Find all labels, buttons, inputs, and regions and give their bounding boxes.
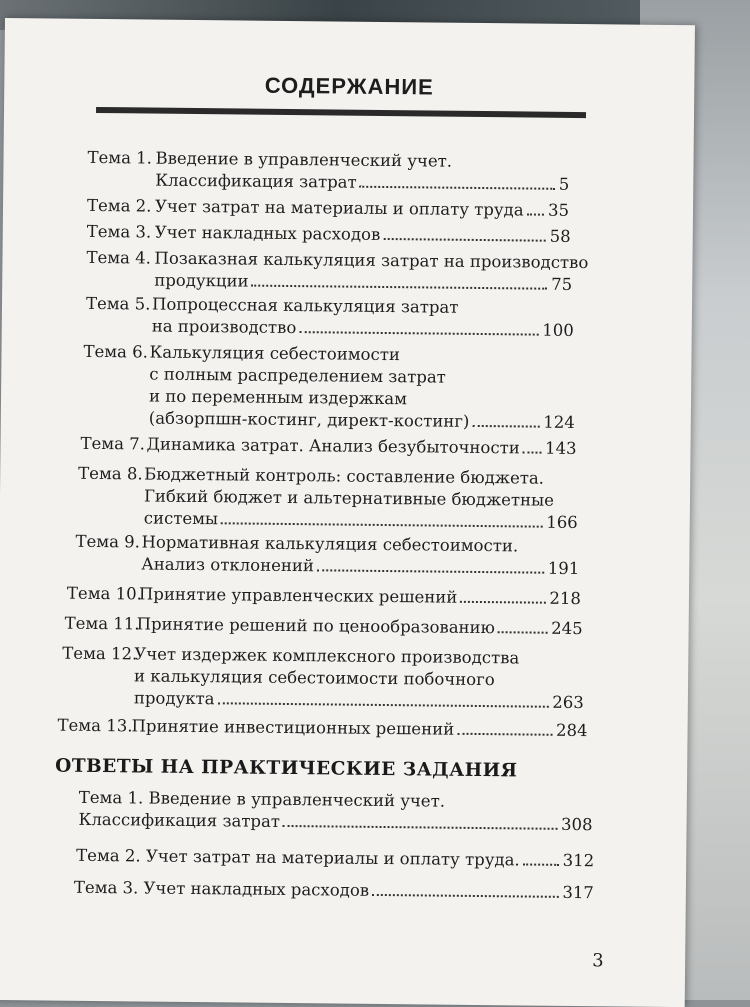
answer-item-title-row [74, 877, 594, 904]
toc-item-number: Тема 11. [64, 613, 140, 634]
answers-section-title: ОТВЕТЫ НА ПРАКТИЧЕСКИЕ ЗАДАНИЯ [55, 755, 518, 782]
toc-item-title-line: с полным распределением затрат [149, 364, 446, 387]
toc-item-title-line: Динамика затрат. Анализ безубыточности [146, 434, 520, 458]
toc-item-title-line: продукции [154, 270, 249, 291]
toc-item-entry [3, 246, 693, 294]
answer-item-title-line: Тема 1. Введение в управленческий учет. [78, 787, 446, 811]
toc-item-page-number: 58 [549, 226, 571, 246]
dot-leader [472, 425, 539, 428]
dot-leader [457, 733, 552, 736]
toc-item-page-number: 263 [552, 692, 584, 713]
answer-item-entry [0, 844, 686, 871]
toc-item-title-line: Учет издержек комплексного производства [134, 644, 520, 668]
toc-item-number: Тема 10. [66, 583, 143, 604]
toc-item-title-line: Позаказная калькуляция затрат на производство [154, 248, 589, 273]
answer-item-page-number: 317 [562, 882, 594, 903]
dot-leader [372, 894, 558, 898]
toc-item-entry [2, 340, 692, 432]
toc-item-number: Тема 12. [62, 643, 138, 664]
toc-item-page-number: 143 [544, 438, 577, 459]
toc-item-title-row [141, 553, 579, 580]
toc-item-title-row [139, 583, 581, 610]
toc-item-page-number: 100 [542, 320, 574, 340]
toc-item-page-number: 218 [549, 588, 582, 609]
answer-item-title-line: Тема 3. Учет накладных расходов [73, 877, 370, 900]
toc-item-page-number: 124 [543, 412, 575, 432]
answer-item-entry [0, 876, 686, 903]
dot-leader [317, 569, 544, 573]
toc-item-title-row [155, 170, 569, 196]
toc-item-title-line: Попроцессная калькуляция затрат [151, 294, 459, 317]
toc-item-title-line: Принятие управленческих решений [138, 584, 458, 607]
toc-item-title-line: Введение в управленческий учет. [155, 148, 453, 171]
toc-item-entry [0, 642, 688, 713]
toc-item-number: Тема 4. [86, 247, 152, 268]
toc-item-number: Тема 1. [87, 147, 153, 168]
page-title: СОДЕРЖАНИЕ [264, 72, 434, 100]
answer-item-title-row [78, 809, 592, 836]
dot-leader [527, 213, 544, 215]
answer-item-entry [0, 786, 687, 835]
dot-leader [460, 601, 545, 604]
toc-item-title-line: Принятие решений по ценообразованию [136, 614, 496, 638]
toc-item-entry [0, 462, 690, 533]
toc-item-title-line: Учет затрат на материалы и оплату труда [154, 196, 524, 220]
toc-item-number: Тема 13. [57, 715, 133, 736]
dot-leader [383, 238, 545, 242]
toc-item-title-line: на производство [151, 316, 297, 338]
toc-item-title-row [152, 316, 574, 342]
answer-item-title-line: Классификация затрат [78, 809, 281, 831]
toc-item-title-line: и по переменным издержкам [148, 386, 408, 409]
toc-item-number: Тема 7. [80, 433, 146, 454]
toc-item-title-row [155, 222, 571, 248]
toc-item-page-number: 35 [547, 200, 570, 220]
toc-item-title-line: Нормативная калькуляция себестоимости. [141, 532, 519, 556]
page-number: 3 [592, 950, 604, 972]
toc-item-title-row [131, 715, 587, 742]
dot-leader [360, 186, 555, 190]
toc-item-title-row [155, 196, 569, 222]
toc-item-entry [4, 146, 694, 194]
toc-item-title-line: и калькуляция себестоимости побочного [134, 666, 495, 690]
answer-item-title-row [76, 845, 594, 872]
toc-item-entry [3, 220, 693, 246]
toc-item-title-line: Бюджетный контроль: составление бюджета. [144, 464, 545, 488]
toc-item-number: Тема 3. [86, 221, 152, 242]
toc-item-title-line: системы [143, 508, 219, 529]
toc-item-page-number: 75 [551, 274, 573, 294]
dot-leader [523, 451, 541, 453]
toc-item-page-number: 284 [555, 720, 588, 741]
toc-item-title-line: Классификация затрат [155, 170, 357, 192]
toc-item-title-line: Калькуляция себестоимости [149, 342, 400, 365]
dot-leader [299, 331, 538, 336]
toc-item-title-row [146, 434, 576, 461]
table-of-contents [0, 18, 695, 1007]
toc-item-title-line: Принятие инвестиционных решений [131, 716, 455, 739]
toc-item-entry [0, 714, 688, 741]
toc-item-entry [1, 432, 691, 459]
toc-item-entry [0, 612, 689, 639]
toc-item-title-row [149, 408, 575, 434]
toc-item-title-line: продукта [133, 688, 215, 709]
dot-leader [498, 631, 547, 634]
toc-item-page-number: 5 [558, 174, 570, 194]
toc-item-page-number: 166 [546, 512, 578, 533]
toc-item-entry [0, 582, 689, 609]
toc-item-title-row [144, 507, 578, 534]
dot-leader [523, 863, 559, 865]
toc-item-number: Тема 6. [83, 341, 149, 362]
toc-item-page-number: 245 [551, 618, 583, 639]
toc-item-entry [3, 194, 693, 220]
dot-leader [251, 285, 547, 290]
toc-item-page-number: 191 [547, 558, 580, 579]
toc-item-number: Тема 2. [86, 195, 152, 216]
answer-item-page-number: 308 [560, 814, 593, 835]
dot-leader [221, 522, 542, 527]
toc-item-title-line: Анализ отклонений [141, 554, 314, 576]
answer-item-title-line: Тема 2. Учет затрат на материалы и оплату труда. [76, 845, 520, 870]
answer-item-page-number: 312 [562, 850, 595, 871]
dot-leader [217, 702, 548, 707]
dot-leader [283, 825, 557, 830]
toc-item-number: Тема 9. [75, 531, 141, 552]
toc-item-number: Тема 8. [78, 463, 143, 484]
toc-item-title-row [134, 687, 584, 714]
toc-item-title-line: Учет накладных расходов [154, 222, 381, 244]
toc-item-title-row [137, 613, 583, 640]
book-page [0, 18, 695, 1007]
toc-item-title-line: (абзорпшн-костинг, директ-костинг) [148, 408, 470, 431]
toc-item-title-line: Гибкий бюджет и альтернативные бюджетные [143, 486, 555, 510]
toc-item-title-row [154, 270, 572, 296]
toc-item-number: Тема 5. [85, 293, 151, 314]
